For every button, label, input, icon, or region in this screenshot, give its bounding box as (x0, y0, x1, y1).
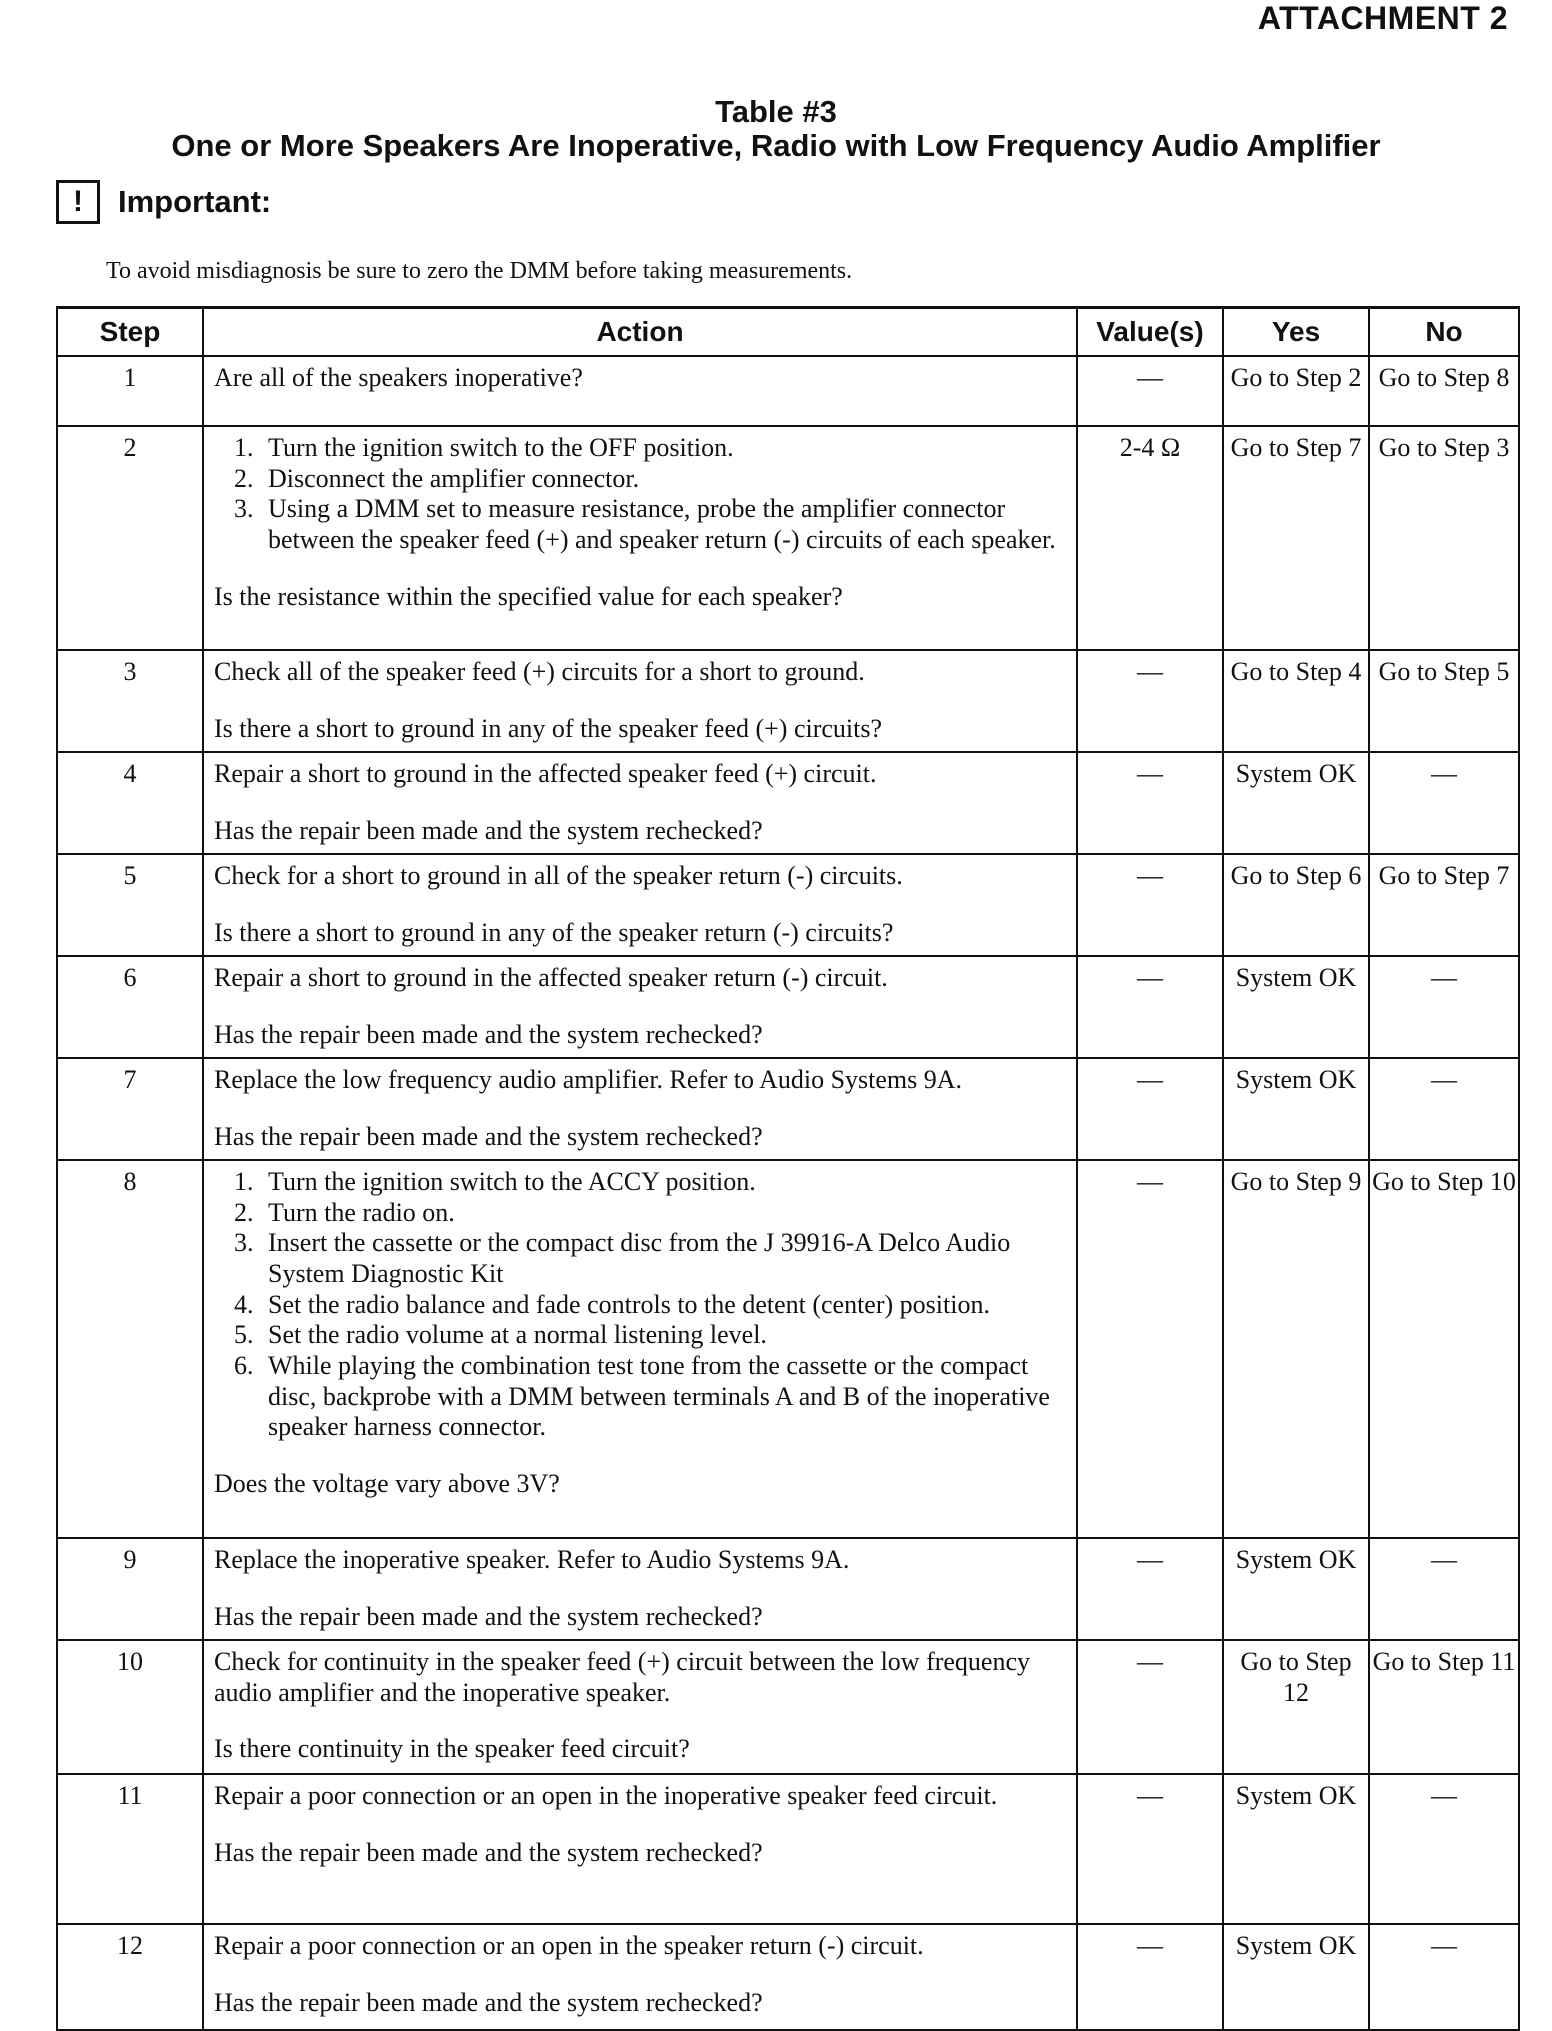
yes-cell: Go to Step 9 (1223, 1160, 1369, 1538)
action-step-item (214, 1198, 1066, 1229)
step-number-cell: 10 (57, 1640, 203, 1774)
action-cell (203, 1058, 1077, 1160)
column-header-values: Value(s) (1077, 308, 1223, 357)
no-cell: Go to Step 8 (1369, 356, 1519, 426)
important-label: Important: (118, 184, 272, 219)
value-cell: — (1077, 854, 1223, 956)
action-text: Check for continuity in the speaker feed (+) circuit between the low frequency audio amplifier and the inoperative speaker. (214, 1647, 1031, 1707)
action-question: Has the repair been made and the system rechecked? (214, 1837, 763, 1867)
action-cell (203, 426, 1077, 650)
value-cell: — (1077, 752, 1223, 854)
action-step-number: 3. (234, 494, 254, 524)
action-cell (203, 650, 1077, 752)
important-icon: ! (56, 180, 100, 224)
action-step-item (214, 464, 1066, 495)
action-step-text: Insert the cassette or the compact disc from the J 39916-A Delco Audio System Diagnostic Kit (268, 1228, 1011, 1289)
action-text: Check for a short to ground in all of the speaker return (-) circuits. (214, 861, 903, 890)
no-cell: — (1369, 956, 1519, 1058)
action-step-list (214, 433, 1066, 556)
action-text: Are all of the speakers inoperative? (214, 363, 583, 392)
action-step-text: Turn the ignition switch to the ACCY position. (268, 1167, 756, 1196)
action-question: Has the repair been made and the system rechecked? (214, 1121, 763, 1151)
action-step-text: While playing the combination test tone from the cassette or the compact disc, backprobe with a DMM between terminals A and B of the inoperative speaker harness connector. (268, 1351, 1050, 1442)
action-step-item (214, 433, 1066, 464)
step-number-cell: 6 (57, 956, 203, 1058)
action-step-number: 1. (234, 433, 254, 462)
step-number-cell: 1 (57, 356, 203, 426)
action-question: Does the voltage vary above 3V? (214, 1469, 560, 1499)
value-cell: — (1077, 1538, 1223, 1640)
action-question: Is there continuity in the speaker feed circuit? (214, 1734, 690, 1764)
table-row (57, 1640, 1519, 1774)
yes-cell: System OK (1223, 1058, 1369, 1160)
action-step-number: 1. (234, 1167, 254, 1196)
no-cell: Go to Step 5 (1369, 650, 1519, 752)
table-row (57, 854, 1519, 956)
value-cell: — (1077, 1058, 1223, 1160)
no-cell: — (1369, 1058, 1519, 1160)
value-cell: — (1077, 1160, 1223, 1538)
action-step-number: 3. (234, 1228, 254, 1258)
action-step-item (214, 1167, 1066, 1198)
yes-cell: Go to Step 2 (1223, 356, 1369, 426)
value-cell: — (1077, 956, 1223, 1058)
table-row (57, 1538, 1519, 1640)
action-text: Repair a short to ground in the affected speaker feed (+) circuit. (214, 759, 877, 788)
table-row (57, 426, 1519, 650)
action-cell (203, 752, 1077, 854)
action-step-number: 6. (234, 1351, 254, 1381)
step-number-cell: 9 (57, 1538, 203, 1640)
table-row (57, 1058, 1519, 1160)
step-number-cell: 4 (57, 752, 203, 854)
action-text: Repair a poor connection or an open in the speaker return (-) circuit. (214, 1931, 924, 1960)
action-step-number: 2. (234, 463, 254, 493)
action-cell (203, 1640, 1077, 1774)
action-question: Has the repair been made and the system rechecked? (214, 815, 763, 845)
action-step-item (214, 494, 1066, 555)
step-number-cell: 3 (57, 650, 203, 752)
action-step-item (214, 1228, 1066, 1289)
table-row (57, 956, 1519, 1058)
action-step-text: Turn the radio on. (268, 1197, 455, 1227)
action-text: Replace the low frequency audio amplifier. Refer to Audio Systems 9A. (214, 1065, 963, 1094)
action-question: Is the resistance within the specified value for each speaker? (214, 581, 843, 611)
action-step-number: 4. (234, 1289, 254, 1319)
action-step-text: Using a DMM set to measure resistance, probe the amplifier connector between the speaker feed (+) and speaker return (-) circuits of each speaker. (268, 494, 1056, 555)
value-cell: 2-4 Ω (1077, 426, 1223, 650)
yes-cell: System OK (1223, 1924, 1369, 2030)
step-number-cell: 8 (57, 1160, 203, 1538)
action-cell (203, 356, 1077, 426)
value-cell: — (1077, 1640, 1223, 1774)
yes-cell: System OK (1223, 1538, 1369, 1640)
step-number-cell: 11 (57, 1774, 203, 1924)
yes-cell: System OK (1223, 956, 1369, 1058)
no-cell: — (1369, 1924, 1519, 2030)
no-cell: Go to Step 7 (1369, 854, 1519, 956)
action-question: Is there a short to ground in any of the speaker feed (+) circuits? (214, 713, 883, 743)
action-step-list (214, 1167, 1066, 1443)
column-header-step: Step (57, 308, 203, 357)
no-cell: Go to Step 3 (1369, 426, 1519, 650)
no-cell: Go to Step 10 (1369, 1160, 1519, 1538)
action-question: Has the repair been made and the system rechecked? (214, 1987, 763, 2017)
action-question: Has the repair been made and the system rechecked? (214, 1019, 763, 1049)
value-cell: — (1077, 1924, 1223, 2030)
step-number-cell: 12 (57, 1924, 203, 2030)
important-note: To avoid misdiagnosis be sure to zero the DMM before taking measurements. (106, 258, 853, 284)
action-step-number: 2. (234, 1197, 254, 1227)
action-text: Repair a short to ground in the affected speaker return (-) circuit. (214, 963, 888, 992)
action-text: Repair a poor connection or an open in the inoperative speaker feed circuit. (214, 1781, 998, 1810)
action-step-number: 5. (234, 1320, 254, 1350)
value-cell: — (1077, 650, 1223, 752)
table-row (57, 1160, 1519, 1538)
no-cell: — (1369, 752, 1519, 854)
action-cell (203, 1538, 1077, 1640)
action-step-text: Turn the ignition switch to the OFF position. (268, 433, 734, 462)
diagnostic-table (56, 306, 1520, 2031)
action-step-item (214, 1320, 1066, 1351)
table-row (57, 650, 1519, 752)
step-number-cell: 7 (57, 1058, 203, 1160)
action-text: Check all of the speaker feed (+) circuits for a short to ground. (214, 657, 865, 686)
action-cell (203, 956, 1077, 1058)
yes-cell: Go to Step 6 (1223, 854, 1369, 956)
step-number-cell: 2 (57, 426, 203, 650)
yes-cell: Go to Step 12 (1223, 1640, 1369, 1774)
action-text: Replace the inoperative speaker. Refer to Audio Systems 9A. (214, 1545, 850, 1574)
value-cell: — (1077, 356, 1223, 426)
yes-cell: Go to Step 4 (1223, 650, 1369, 752)
table-row (57, 1924, 1519, 2030)
action-question: Has the repair been made and the system rechecked? (214, 1601, 763, 1631)
column-header-no: No (1369, 308, 1519, 357)
action-step-text: Set the radio balance and fade controls to the detent (center) position. (268, 1289, 990, 1319)
action-step-item (214, 1351, 1066, 1443)
action-cell (203, 1774, 1077, 1924)
attachment-label: ATTACHMENT 2 (1257, 0, 1508, 36)
step-number-cell: 5 (57, 854, 203, 956)
value-cell: — (1077, 1774, 1223, 1924)
action-step-text: Disconnect the amplifier connector. (268, 463, 640, 493)
table-body (57, 356, 1519, 2030)
action-step-item (214, 1290, 1066, 1321)
action-cell (203, 854, 1077, 956)
no-cell: — (1369, 1538, 1519, 1640)
yes-cell: Go to Step 7 (1223, 426, 1369, 650)
table-row (57, 752, 1519, 854)
table-row (57, 1774, 1519, 1924)
no-cell: Go to Step 11 (1369, 1640, 1519, 1774)
column-header-yes: Yes (1223, 308, 1369, 357)
table-title: One or More Speakers Are Inoperative, Radio with Low Frequency Audio Amplifier (171, 128, 1381, 163)
action-question: Is there a short to ground in any of the speaker return (-) circuits? (214, 917, 894, 947)
action-cell (203, 1924, 1077, 2030)
yes-cell: System OK (1223, 752, 1369, 854)
column-header-action: Action (203, 308, 1077, 357)
yes-cell: System OK (1223, 1774, 1369, 1924)
table-number: Table #3 (715, 94, 837, 129)
table-header-row (57, 308, 1519, 357)
no-cell: — (1369, 1774, 1519, 1924)
table-row (57, 356, 1519, 426)
action-cell (203, 1160, 1077, 1538)
action-step-text: Set the radio volume at a normal listening level. (268, 1320, 767, 1350)
important-notice (56, 180, 271, 224)
